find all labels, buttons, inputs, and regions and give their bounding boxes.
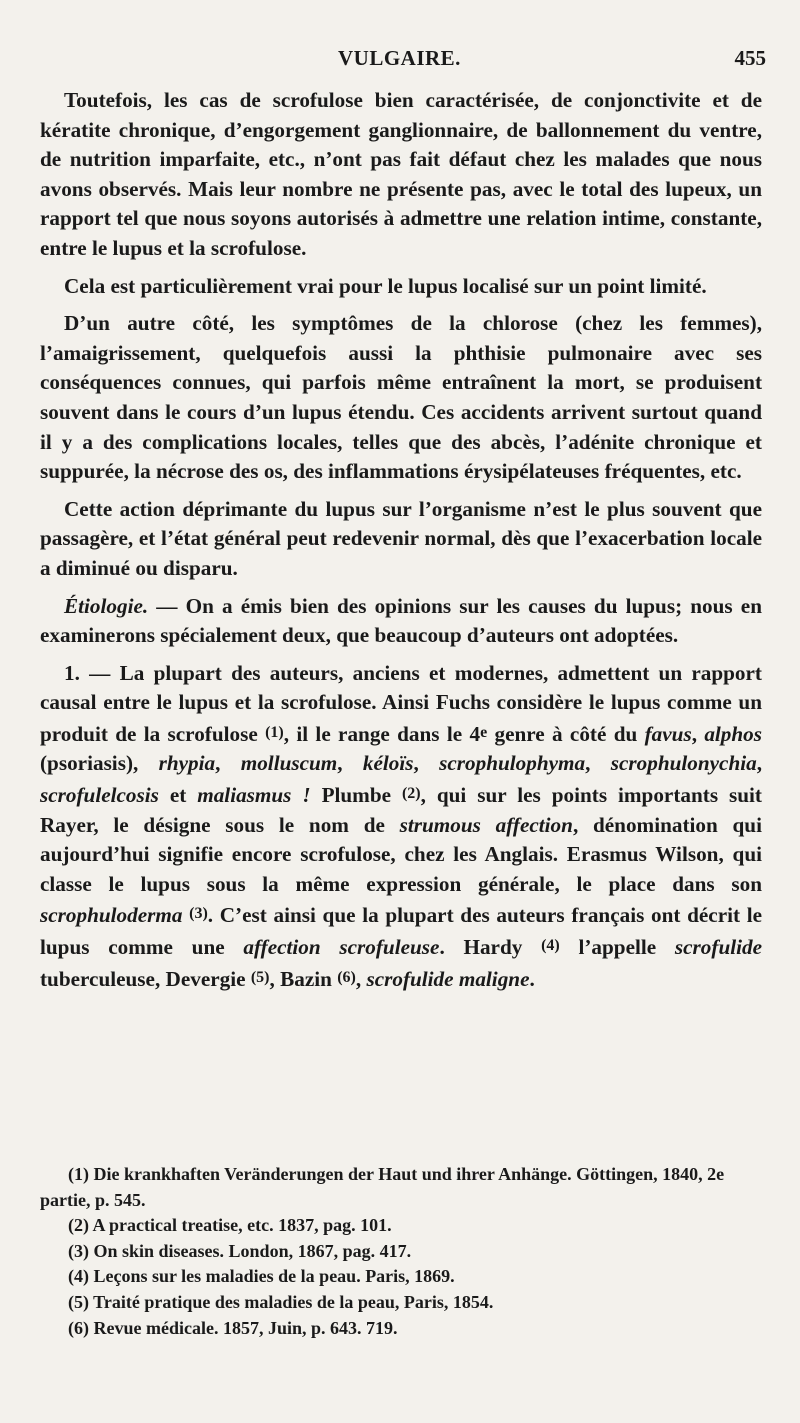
footnote-number: (2) [68,1215,89,1236]
text-run: , [585,751,611,776]
text-run: , [413,751,440,776]
footnote-number: (5) [68,1291,89,1312]
term-affection-scrofuleuse: affection scrofuleuse [243,935,440,960]
paragraph-3: D’un autre côté, les symptômes de la chlorose (chez les femmes), l’amaigrissement, quelquefois aussi la phthisie pulmonaire avec ses conséquences connues, qui parfois même entraînent la mort, se produisent souvent dans le cours d’un lupus étendu. Ces accidents arrivent surtout quand il y a des complications locales, telles que des abcès, l’adénite chronique et suppurée, la nécrose des os, des inflammations érysipélateuses fréquentes, etc. [40,311,762,484]
text-run: tuberculeuse, Devergie [40,966,251,991]
footnote-ref-1: (1) [265,723,284,741]
text-run: , [691,721,705,746]
footnote-1 [40,1162,762,1213]
text-run: , il le range dans le 4 [283,721,481,746]
text-run: l’appelle [559,935,675,960]
superscript-e: e [480,723,488,741]
footnote-ref-6: (6) [337,968,356,986]
text-run: , [756,751,763,776]
text-run: genre à côté du [487,721,645,746]
term-scrofulide: scrofulide [674,935,763,960]
footnote-ref-5: (5) [250,968,270,986]
main-text [40,86,762,1002]
paragraph-1: Toutefois, les cas de scrofulose bien caractérisée, de conjonctivite et de kératite chronique, d’engorgement ganglionnaire, de ballonnement du ventre, de nutrition imparfaite, etc., n’ont pas fait défaut chez les malades que nous avons observés. Mais leur nombre ne présente pas, avec le total des lupeux, un rapport tel que nous soyons autorisés à admettre une relation intime, constante, entre le lupus et la scrofulose. [40,88,762,260]
footnote-text: Leçons sur les maladies de la peau. Paris, 1869. [89,1266,455,1287]
footnote-4 [40,1264,762,1290]
term-maliasmus: maliasmus ! [197,783,311,808]
footnote-5 [40,1290,762,1316]
text-run: . C’est ainsi que la plupart des auteurs français ont décrit le lupus comme une [40,903,762,960]
term-scrophuloderma: scrophuloderma [40,903,183,928]
text-run: , [337,751,363,776]
footnote-text: Revue médicale. 1857, Juin, p. 643. 719. [89,1317,398,1338]
paragraph-5-text: — On a émis bien des opinions sur les causes du lupus; nous en examinerons spécialement deux, que beaucoup d’auteurs ont adoptées. [40,593,762,648]
footnote-number: (1) [68,1164,89,1184]
text-run: , Bazin [269,966,338,991]
page-header [0,46,800,76]
paragraph-6 [40,659,762,995]
term-kelois: kéloïs [362,751,414,776]
text-run: , qui sur les points importants suit Rayer, le désigne sous le nom de [40,783,762,837]
text-run: , [215,751,241,776]
term-scrofulide-maligne: scrofulide maligne [366,966,530,991]
term-scrophulonychia: scrophulonychia [610,751,757,776]
text-run: . Hardy [439,935,542,960]
term-strumous-affection: strumous affection [399,812,573,837]
term-scrofulelcosis: scrofulelcosis [40,783,159,808]
paragraph-etiologie [40,592,762,651]
term-favus: favus [644,721,692,746]
footnote-text: Traité pratique des maladies de la peau, Paris, 1854. [89,1291,494,1312]
text-run: 1. — La plupart des auteurs, anciens et modernes, admettent un rapport causal entre le lupus et la scrofulose. Ainsi Fuchs considère le lupus comme un produit de la scrofulose [40,660,762,746]
term-alphos: alphos [704,721,763,746]
footnote-ref-4: (4) [541,937,560,955]
footnote-6 [40,1316,762,1342]
footnote-text: Die krankhaften Veränderungen der Haut und ihrer Anhänge. Göttingen, 1840, 2e partie, p. 545. [40,1164,725,1210]
running-head: VULGAIRE. [338,46,461,70]
footnote-ref-3: (3) [189,905,208,923]
page-number: 455 [734,46,766,70]
text-run: , [355,966,367,991]
footnote-ref-2: (2) [401,785,421,803]
text-run: et [158,783,198,808]
text-run: , dénomination qui aujourd’hui signifie encore scrofulose, chez les Anglais. Erasmus Wilson, qui classe le lupus sous la même expression générale, le place dans son [40,812,762,896]
term-rhypia: rhypia [158,751,216,776]
footnote-number: (6) [68,1317,89,1338]
footnote-number: (4) [68,1266,89,1287]
footnote-number: (3) [68,1240,89,1261]
footnote-3 [40,1239,762,1265]
text-run: (psoriasis), [40,751,159,776]
text-run: Plumbe [310,783,402,808]
footnote-2 [40,1213,762,1239]
section-heading-etiologie: Étiologie. [64,593,149,618]
term-scrophulophyma: scrophulophyma [439,751,586,776]
footnote-text: A practical treatise, etc. 1837, pag. 101. [89,1215,392,1236]
text-run: . [529,966,535,991]
footnote-text: On skin diseases. London, 1867, pag. 417. [89,1240,412,1261]
footnotes [40,1162,762,1341]
paragraph-4: Cette action déprimante du lupus sur l’organisme n’est le plus souvent que passagère, et l’état général peut redevenir normal, dès que l’exacerbation locale a diminué ou disparu. [40,496,762,580]
term-molluscum: molluscum [240,751,338,776]
paragraph-2: Cela est particulièrement vrai pour le lupus localisé sur un point limité. [64,273,707,298]
